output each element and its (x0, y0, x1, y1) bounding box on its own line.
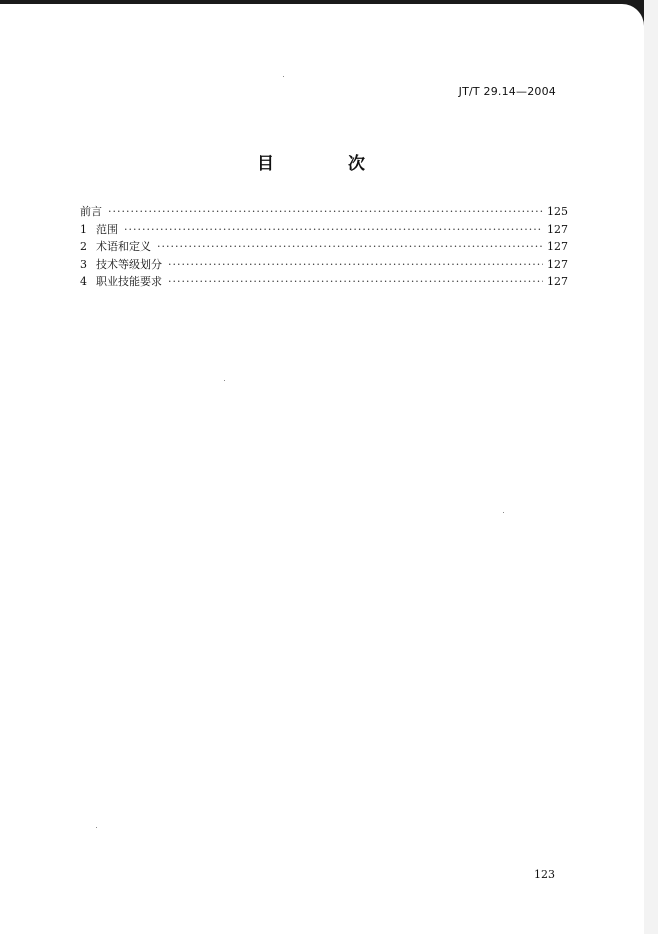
document-code: JT/T 29.14—2004 (458, 85, 556, 98)
toc-entry-page: 125 (547, 205, 568, 218)
toc-entry-number: 3 (80, 257, 87, 271)
toc-entry-grades[interactable] (80, 256, 568, 274)
scan-speck (96, 827, 97, 828)
toc-entry-number: 4 (80, 275, 87, 288)
table-of-contents (80, 203, 568, 291)
toc-entry-label: 范围 (96, 222, 118, 236)
toc-entry-foreword[interactable] (80, 203, 568, 221)
document-page (0, 4, 644, 934)
toc-title: 目 次 (257, 154, 399, 174)
toc-entry-skills[interactable] (80, 273, 568, 291)
toc-entry-page: 127 (547, 240, 568, 253)
toc-entry-page: 127 (547, 275, 568, 288)
toc-dot-leader (108, 203, 543, 221)
page-edge-shadow (644, 0, 658, 934)
toc-entry-page: 127 (547, 222, 568, 236)
toc-dot-leader (168, 256, 543, 274)
toc-dot-leader (168, 273, 543, 291)
scan-speck (283, 76, 284, 77)
page-number: 123 (534, 868, 555, 881)
toc-entry-label: 术语和定义 (96, 240, 151, 253)
toc-dot-leader (124, 221, 543, 239)
toc-entry-page: 127 (547, 257, 568, 271)
toc-entry-number: 2 (80, 240, 87, 253)
toc-entry-scope[interactable] (80, 221, 568, 239)
toc-entry-label: 技术等级划分 (96, 257, 162, 271)
toc-entry-label: 职业技能要求 (96, 275, 162, 288)
scan-speck (224, 380, 225, 381)
toc-entry-terms[interactable] (80, 238, 568, 256)
toc-entry-number: 1 (80, 222, 87, 236)
toc-entry-label: 前言 (80, 205, 102, 218)
scan-speck (503, 512, 504, 513)
toc-dot-leader (157, 238, 543, 256)
